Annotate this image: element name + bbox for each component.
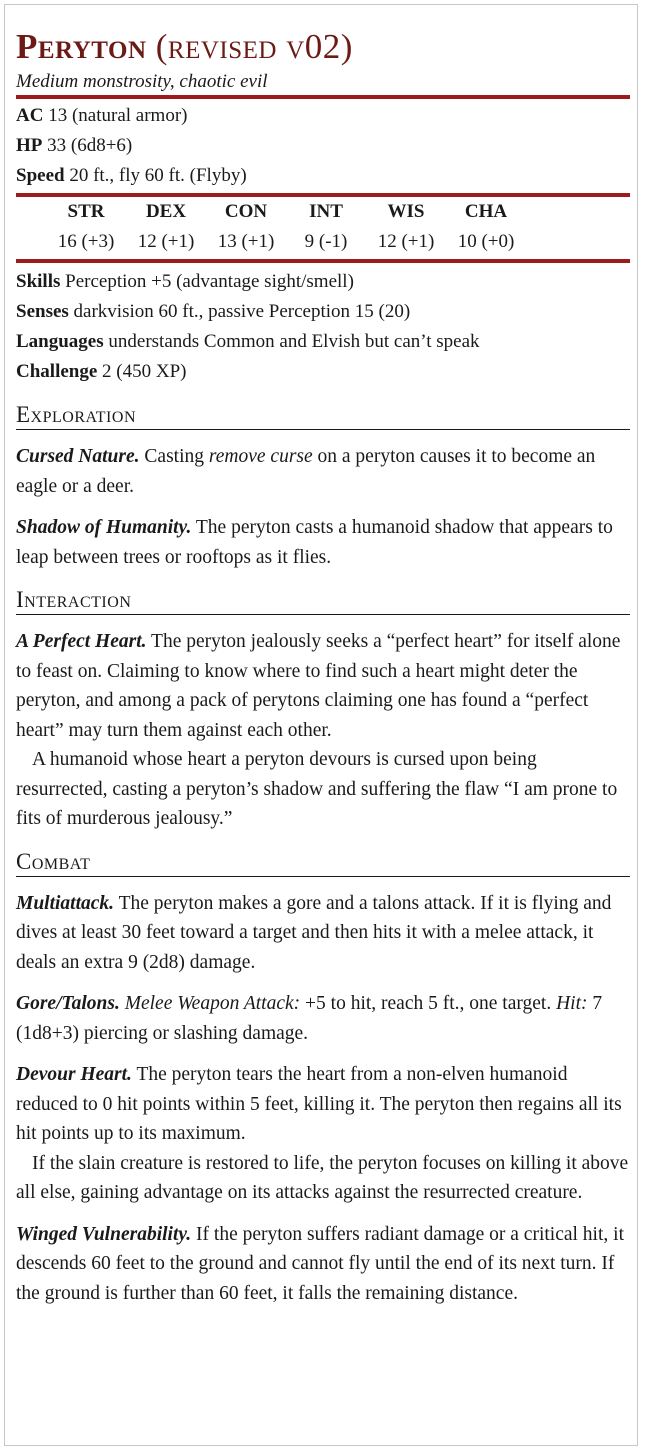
speed-value: 20 ft., fly 60 ft. (Flyby) — [69, 165, 247, 186]
action-text: +5 to hit, reach 5 ft., one target. — [305, 993, 552, 1014]
trait-shadow-of-humanity — [16, 513, 630, 572]
action-name: Devour Heart. — [16, 1064, 132, 1085]
hit-label: Hit: — [556, 993, 588, 1014]
spell-name: remove curse — [208, 446, 313, 467]
skills-value: Perception +5 (advantage sight/smell) — [65, 271, 354, 292]
divider — [16, 95, 630, 99]
trait-cursed-nature — [16, 442, 630, 501]
languages-label: Languages — [16, 331, 104, 352]
action-text: The peryton tears the heart from a non-elven humanoid reduced to 0 hit points within 5 feet, killing it. The peryton then regains all its hit points up to its maximum. — [16, 1064, 622, 1144]
trait-text: The peryton casts a humanoid shadow that appears to leap between trees or rooftops as it flies. — [16, 517, 613, 568]
ability-con — [206, 197, 286, 257]
languages-value: understands Common and Elvish but can’t speak — [108, 331, 480, 352]
action-multiattack — [16, 889, 630, 978]
armor-class-value: 13 (natural armor) — [48, 105, 188, 126]
skills-label: Skills — [16, 271, 61, 292]
trait-text: If the peryton suffers radiant damage or a critical hit, it descends 60 feet to the ground and cannot fly until the end of its next turn. If the ground is further than 60 feet, it falls the remaining distance. — [16, 1223, 624, 1304]
action-text: The peryton makes a gore and a talons attack. If it is flying and dives at least 30 feet toward a target and then hits it with a melee attack, it deals an extra 9 (2d8) damage. — [16, 892, 612, 973]
stat-block-content — [16, 27, 630, 1308]
ability-score: 12 (+1) — [137, 231, 195, 252]
skills-line — [16, 267, 630, 297]
senses-value: darkvision 60 ft., passive Perception 15 (20) — [73, 301, 411, 322]
ability-cha — [446, 197, 526, 257]
ability-score: 9 (-1) — [304, 231, 348, 252]
ability-int — [286, 197, 366, 257]
ability-name: INT — [309, 201, 343, 222]
trait-name: Shadow of Humanity. — [16, 517, 192, 538]
ability-score: 10 (+0) — [457, 231, 515, 252]
trait-continuation: A humanoid whose heart a peryton devours is cursed upon being resurrected, casting a peryton’s shadow and suffering the flaw “I am prone to fits of murderous jealousy.” — [16, 749, 618, 829]
action-name: Multiattack. — [16, 892, 115, 914]
trait-name: Winged Vulnerability. — [16, 1223, 192, 1245]
hit-points-label: HP — [16, 135, 43, 156]
action-devour-heart — [16, 1060, 630, 1149]
ability-str — [46, 197, 126, 257]
trait-text: Casting — [144, 446, 204, 467]
speed-line — [16, 161, 630, 191]
armor-class-label: AC — [16, 105, 44, 126]
senses-line — [16, 297, 630, 327]
stat-block — [4, 4, 638, 1446]
action-continuation: If the slain creature is restored to life, the peryton focuses on killing it above all else, gaining advantage on its attacks against the resurrected creature. — [16, 1152, 629, 1203]
attack-type: Melee Weapon Attack: — [124, 993, 301, 1014]
basic-stats — [16, 101, 630, 191]
trait-a-perfect-heart — [16, 627, 630, 745]
senses-label: Senses — [16, 301, 69, 322]
ability-dex — [126, 197, 206, 257]
section-heading-exploration: Exploration — [16, 401, 630, 430]
armor-class-line — [16, 101, 630, 131]
section-heading-combat: Combat — [16, 848, 630, 877]
ability-scores — [16, 197, 630, 257]
section-heading-interaction: Interaction — [16, 586, 630, 615]
ability-score: 13 (+1) — [217, 231, 275, 252]
trait-winged-vulnerability — [16, 1220, 630, 1309]
trait-text: on a peryton causes it to become an eagle or a deer. — [16, 446, 596, 497]
trait-name: Cursed Nature. — [16, 446, 140, 467]
action-name: Gore/Talons. — [16, 993, 120, 1014]
divider — [16, 259, 630, 263]
creature-name: Peryton — [16, 27, 147, 66]
ability-name: CON — [224, 201, 268, 222]
ability-name: STR — [67, 201, 105, 222]
ability-name: CHA — [464, 201, 508, 222]
challenge-value: 2 (450 XP) — [102, 361, 187, 382]
hit-points-value: 33 (6d8+6) — [47, 135, 133, 156]
ability-wis — [366, 197, 446, 257]
trait-name: A Perfect Heart. — [16, 631, 147, 652]
ability-name: DEX — [145, 201, 187, 222]
ability-name: WIS — [387, 201, 425, 222]
languages-line — [16, 327, 630, 357]
speed-label: Speed — [16, 165, 65, 186]
action-gore-talons — [16, 989, 630, 1048]
trait-text: The peryton jealously seeks a “perfect heart” for itself alone to feast on. Claiming to know where to find such a heart might deter the peryton, and among a pack of perytons claiming one has found a “perfect heart” may turn them against each other. — [16, 631, 621, 741]
hit-points-line — [16, 131, 630, 161]
ability-score: 16 (+3) — [57, 231, 115, 252]
page-title — [16, 27, 630, 67]
challenge-line — [16, 357, 630, 387]
revision-label: (revised v02) — [155, 27, 353, 66]
creature-subtype: Medium monstrosity, chaotic evil — [16, 71, 268, 92]
action-text: 7 (1d8+3) piercing or slashing damage. — [16, 993, 603, 1044]
detail-stats — [16, 267, 630, 387]
challenge-label: Challenge — [16, 361, 98, 382]
ability-score: 12 (+1) — [377, 231, 435, 252]
